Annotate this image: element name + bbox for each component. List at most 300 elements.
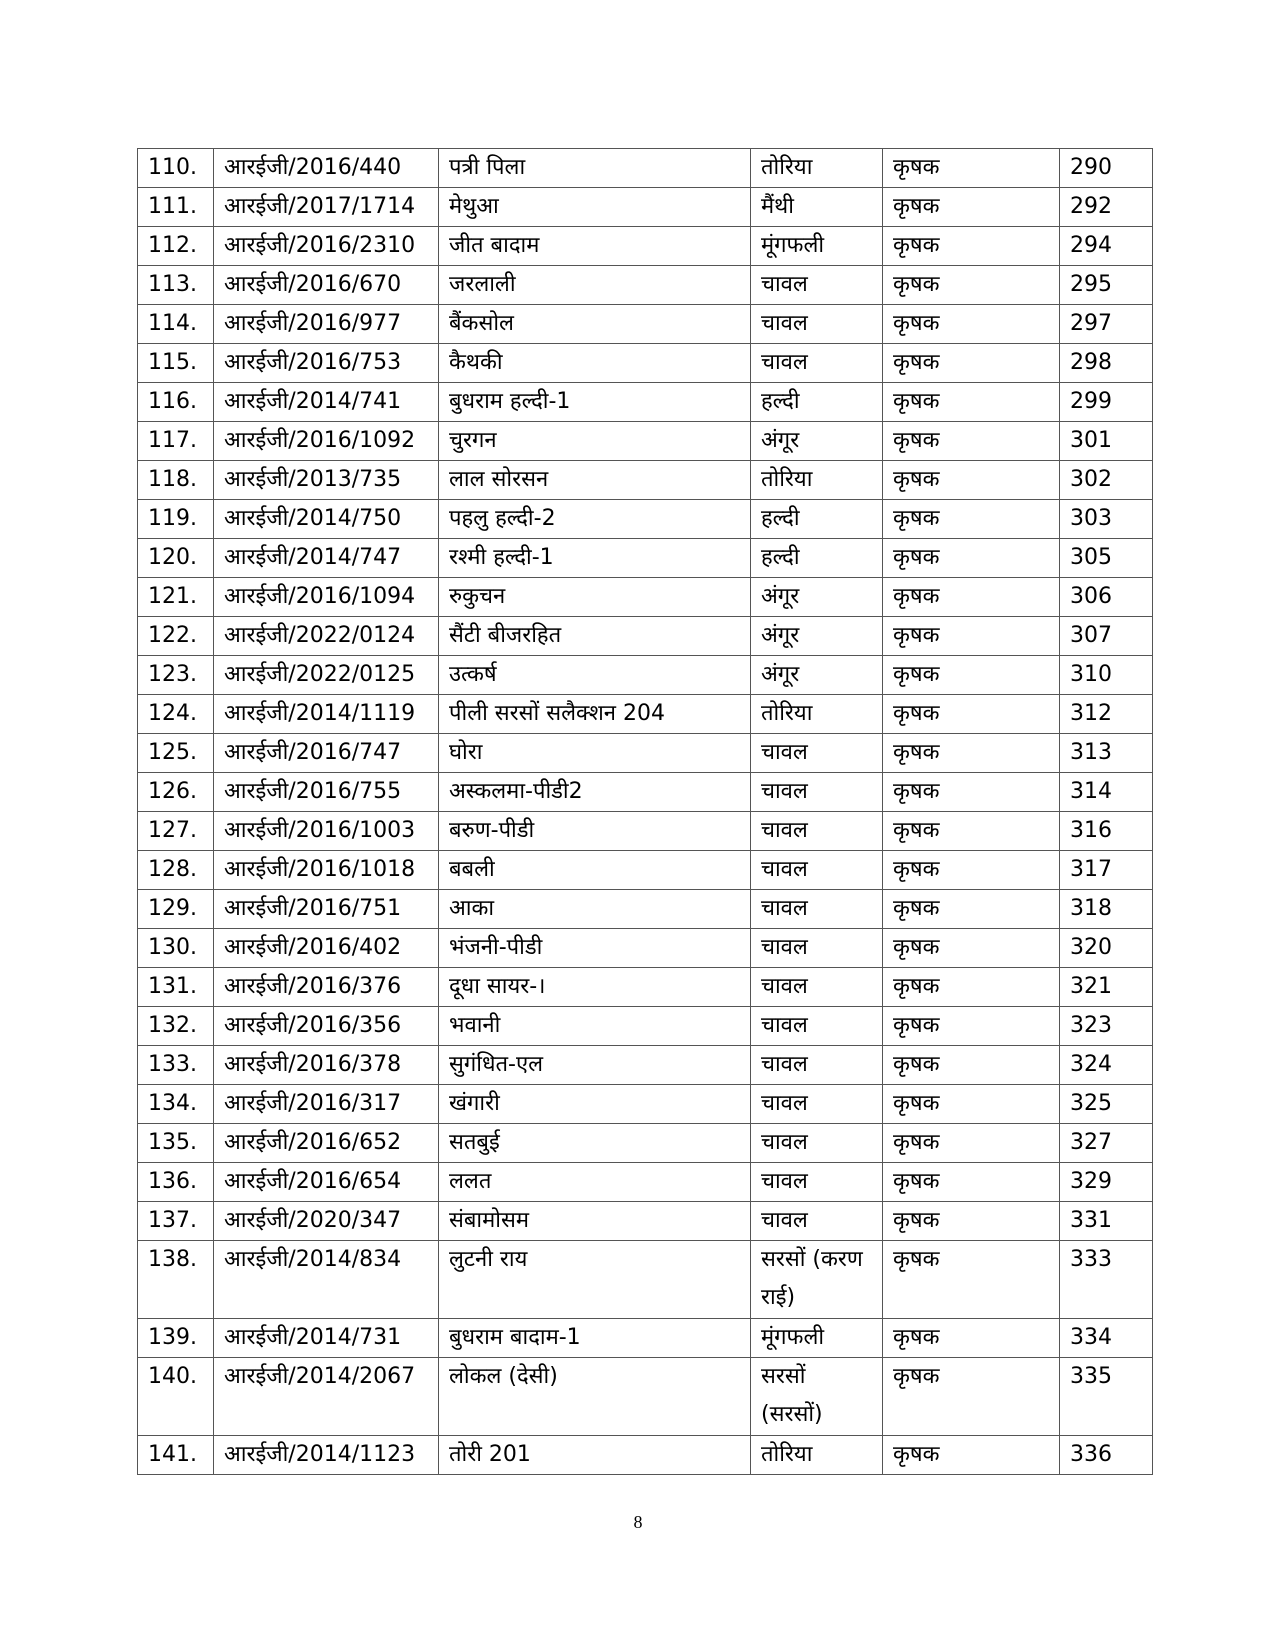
- crop-text: मूंगफली: [761, 233, 825, 258]
- applicant-type-cell: [883, 1436, 1060, 1475]
- variety-name-cell: [439, 266, 751, 305]
- page-ref-cell: [1060, 266, 1153, 305]
- crop-cell: [751, 890, 883, 929]
- registration-number-text: आरईजी/2020/347: [224, 1208, 402, 1233]
- variety-name-text: चुरगन: [449, 428, 497, 453]
- crop-cell: [751, 1124, 883, 1163]
- crop-cell: [751, 1436, 883, 1475]
- variety-name-text: पत्री पिला: [449, 155, 526, 180]
- table-row: [138, 656, 1153, 695]
- variety-name-cell: [439, 1436, 751, 1475]
- serial-number-text: 113.: [148, 272, 197, 297]
- page-ref-text: 303: [1070, 506, 1112, 531]
- page-ref-text: 307: [1070, 623, 1112, 648]
- applicant-type-cell: [883, 344, 1060, 383]
- page-ref-text: 314: [1070, 779, 1112, 804]
- variety-name-text: घोरा: [449, 740, 483, 765]
- applicant-type-text: कृषक: [893, 467, 940, 492]
- serial-number-cell: [138, 149, 214, 188]
- serial-number-text: 132.: [148, 1013, 197, 1038]
- serial-number-cell: [138, 1007, 214, 1046]
- page-ref-text: 335: [1070, 1364, 1112, 1389]
- crop-text: चावल: [761, 935, 808, 960]
- applicant-type-cell: [883, 539, 1060, 578]
- table-row: [138, 227, 1153, 266]
- applicant-type-text: कृषक: [893, 1130, 940, 1155]
- page-ref-cell: [1060, 1163, 1153, 1202]
- registration-number-text: आरईजी/2016/753: [224, 350, 402, 375]
- table-row: [138, 617, 1153, 656]
- variety-name-text: लाल सोरसन: [449, 467, 549, 492]
- applicant-type-cell: [883, 578, 1060, 617]
- variety-name-text: बबली: [449, 857, 495, 882]
- page-ref-text: 323: [1070, 1013, 1112, 1038]
- serial-number-text: 139.: [148, 1325, 197, 1350]
- applicant-type-cell: [883, 305, 1060, 344]
- crop-cell: [751, 656, 883, 695]
- serial-number-text: 135.: [148, 1130, 197, 1155]
- serial-number-cell: [138, 1046, 214, 1085]
- registration-number-cell: [214, 422, 439, 461]
- applicant-type-text: कृषक: [893, 701, 940, 726]
- variety-name-text: जरलाली: [449, 272, 516, 297]
- serial-number-text: 141.: [148, 1442, 197, 1467]
- registration-number-cell: [214, 188, 439, 227]
- crop-text: सरसों (सरसों): [761, 1364, 823, 1427]
- table-row: [138, 578, 1153, 617]
- serial-number-text: 116.: [148, 389, 197, 414]
- variety-name-cell: [439, 656, 751, 695]
- page-ref-cell: [1060, 929, 1153, 968]
- applicant-type-text: कृषक: [893, 272, 940, 297]
- serial-number-cell: [138, 890, 214, 929]
- table-row: [138, 539, 1153, 578]
- crop-text: मैंथी: [761, 194, 794, 219]
- crop-text: चावल: [761, 818, 808, 843]
- page-ref-text: 313: [1070, 740, 1112, 765]
- variety-name-text: पहलु हल्दी-2: [449, 506, 556, 531]
- registration-number-cell: [214, 149, 439, 188]
- crop-cell: [751, 422, 883, 461]
- applicant-type-cell: [883, 812, 1060, 851]
- serial-number-text: 129.: [148, 896, 197, 921]
- crop-cell: [751, 1241, 883, 1319]
- applicant-type-text: कृषक: [893, 623, 940, 648]
- serial-number-text: 127.: [148, 818, 197, 843]
- variety-name-cell: [439, 422, 751, 461]
- applicant-type-text: कृषक: [893, 857, 940, 882]
- variety-name-text: रश्मी हल्दी-1: [449, 545, 554, 570]
- applicant-type-text: कृषक: [893, 155, 940, 180]
- applicant-type-text: कृषक: [893, 1169, 940, 1194]
- serial-number-text: 123.: [148, 662, 197, 687]
- applicant-type-cell: [883, 1358, 1060, 1436]
- variety-registration-table: [137, 148, 1153, 1475]
- page-ref-text: 331: [1070, 1208, 1112, 1233]
- applicant-type-text: कृषक: [893, 389, 940, 414]
- applicant-type-text: कृषक: [893, 311, 940, 336]
- crop-cell: [751, 539, 883, 578]
- table-row: [138, 149, 1153, 188]
- registration-number-cell: [214, 812, 439, 851]
- variety-name-cell: [439, 773, 751, 812]
- variety-name-cell: [439, 188, 751, 227]
- crop-text: चावल: [761, 740, 808, 765]
- serial-number-cell: [138, 617, 214, 656]
- crop-text: हल्दी: [761, 506, 800, 531]
- registration-number-cell: [214, 1358, 439, 1436]
- crop-cell: [751, 344, 883, 383]
- applicant-type-cell: [883, 422, 1060, 461]
- variety-name-cell: [439, 734, 751, 773]
- registration-number-cell: [214, 344, 439, 383]
- registration-number-cell: [214, 578, 439, 617]
- applicant-type-cell: [883, 929, 1060, 968]
- serial-number-cell: [138, 1319, 214, 1358]
- serial-number-cell: [138, 1085, 214, 1124]
- serial-number-text: 110.: [148, 155, 197, 180]
- applicant-type-text: कृषक: [893, 896, 940, 921]
- page-ref-text: 317: [1070, 857, 1112, 882]
- registration-number-text: आरईजी/2016/755: [224, 779, 402, 804]
- page-ref-text: 301: [1070, 428, 1112, 453]
- applicant-type-text: कृषक: [893, 779, 940, 804]
- variety-name-cell: [439, 1319, 751, 1358]
- applicant-type-text: कृषक: [893, 1247, 940, 1272]
- registration-number-cell: [214, 1046, 439, 1085]
- table-row: [138, 1202, 1153, 1241]
- crop-text: चावल: [761, 857, 808, 882]
- page-ref-text: 320: [1070, 935, 1112, 960]
- registration-number-text: आरईजी/2016/376: [224, 974, 402, 999]
- variety-name-text: सतबुई: [449, 1130, 500, 1155]
- registration-number-text: आरईजी/2014/1123: [224, 1442, 416, 1467]
- registration-number-cell: [214, 1241, 439, 1319]
- crop-text: सरसों (करण राई): [761, 1247, 863, 1310]
- variety-name-text: खंगारी: [449, 1091, 500, 1116]
- table-row: [138, 383, 1153, 422]
- registration-number-cell: [214, 734, 439, 773]
- table-row: [138, 734, 1153, 773]
- page-ref-cell: [1060, 422, 1153, 461]
- registration-number-text: आरईजी/2016/652: [224, 1130, 402, 1155]
- crop-cell: [751, 617, 883, 656]
- page-ref-text: 298: [1070, 350, 1112, 375]
- variety-name-text: मेथुआ: [449, 194, 499, 219]
- applicant-type-text: कृषक: [893, 1013, 940, 1038]
- variety-name-cell: [439, 1202, 751, 1241]
- page-ref-cell: [1060, 1358, 1153, 1436]
- variety-name-text: आका: [449, 896, 495, 921]
- registration-number-cell: [214, 1124, 439, 1163]
- serial-number-cell: [138, 188, 214, 227]
- serial-number-cell: [138, 656, 214, 695]
- variety-name-cell: [439, 851, 751, 890]
- table-row: [138, 266, 1153, 305]
- page-ref-cell: [1060, 1319, 1153, 1358]
- page-ref-text: 292: [1070, 194, 1112, 219]
- variety-name-text: संबामोसम: [449, 1208, 530, 1233]
- variety-name-cell: [439, 539, 751, 578]
- page-ref-cell: [1060, 305, 1153, 344]
- registration-number-text: आरईजी/2016/751: [224, 896, 402, 921]
- crop-text: तोरिया: [761, 467, 813, 492]
- serial-number-cell: [138, 812, 214, 851]
- variety-name-cell: [439, 227, 751, 266]
- registration-number-text: आरईजी/2016/317: [224, 1091, 402, 1116]
- crop-text: अंगूर: [761, 584, 800, 609]
- crop-text: चावल: [761, 1013, 808, 1038]
- registration-number-cell: [214, 1319, 439, 1358]
- page-ref-text: 312: [1070, 701, 1112, 726]
- page-ref-cell: [1060, 1202, 1153, 1241]
- serial-number-cell: [138, 1358, 214, 1436]
- variety-name-text: उत्कर्ष: [449, 662, 497, 687]
- page-ref-cell: [1060, 1124, 1153, 1163]
- applicant-type-cell: [883, 383, 1060, 422]
- page-ref-cell: [1060, 578, 1153, 617]
- registration-number-cell: [214, 1202, 439, 1241]
- registration-number-text: आरईजी/2022/0125: [224, 662, 416, 687]
- variety-name-text: बरुण-पीडी: [449, 818, 535, 843]
- crop-cell: [751, 1046, 883, 1085]
- applicant-type-text: कृषक: [893, 1442, 940, 1467]
- applicant-type-cell: [883, 461, 1060, 500]
- registration-number-text: आरईजी/2014/2067: [224, 1364, 416, 1389]
- serial-number-text: 121.: [148, 584, 197, 609]
- crop-text: चावल: [761, 1208, 808, 1233]
- registration-number-text: आरईजी/2016/440: [224, 155, 402, 180]
- crop-cell: [751, 1007, 883, 1046]
- page-ref-cell: [1060, 734, 1153, 773]
- applicant-type-cell: [883, 227, 1060, 266]
- variety-name-text: रुकुचन: [449, 584, 506, 609]
- table-row: [138, 851, 1153, 890]
- crop-text: चावल: [761, 1091, 808, 1116]
- crop-text: चावल: [761, 350, 808, 375]
- page-ref-cell: [1060, 773, 1153, 812]
- crop-cell: [751, 695, 883, 734]
- variety-name-text: बैंकसोल: [449, 311, 514, 336]
- serial-number-text: 134.: [148, 1091, 197, 1116]
- crop-cell: [751, 1202, 883, 1241]
- applicant-type-cell: [883, 1241, 1060, 1319]
- crop-cell: [751, 188, 883, 227]
- serial-number-cell: [138, 1241, 214, 1319]
- serial-number-text: 133.: [148, 1052, 197, 1077]
- serial-number-cell: [138, 1163, 214, 1202]
- crop-cell: [751, 578, 883, 617]
- crop-text: चावल: [761, 1130, 808, 1155]
- page-ref-text: 334: [1070, 1325, 1112, 1350]
- page-ref-cell: [1060, 812, 1153, 851]
- page-ref-cell: [1060, 851, 1153, 890]
- applicant-type-text: कृषक: [893, 1364, 940, 1389]
- serial-number-text: 125.: [148, 740, 197, 765]
- applicant-type-cell: [883, 656, 1060, 695]
- page-ref-cell: [1060, 1046, 1153, 1085]
- applicant-type-cell: [883, 968, 1060, 1007]
- page-ref-cell: [1060, 1007, 1153, 1046]
- page-ref-text: 310: [1070, 662, 1112, 687]
- page-ref-text: 302: [1070, 467, 1112, 492]
- table-row: [138, 1007, 1153, 1046]
- crop-text: चावल: [761, 1169, 808, 1194]
- page-ref-text: 329: [1070, 1169, 1112, 1194]
- crop-cell: [751, 1163, 883, 1202]
- serial-number-text: 140.: [148, 1364, 197, 1389]
- registration-number-text: आरईजी/2014/750: [224, 506, 402, 531]
- registration-number-text: आरईजी/2016/670: [224, 272, 402, 297]
- page-ref-text: 295: [1070, 272, 1112, 297]
- registration-number-text: आरईजी/2016/977: [224, 311, 402, 336]
- serial-number-cell: [138, 344, 214, 383]
- applicant-type-text: कृषक: [893, 428, 940, 453]
- serial-number-cell: [138, 851, 214, 890]
- table-row: [138, 812, 1153, 851]
- page-ref-cell: [1060, 1436, 1153, 1475]
- applicant-type-text: कृषक: [893, 1208, 940, 1233]
- serial-number-text: 131.: [148, 974, 197, 999]
- page-ref-text: 305: [1070, 545, 1112, 570]
- crop-cell: [751, 1319, 883, 1358]
- registration-number-cell: [214, 1436, 439, 1475]
- variety-name-text: ललत: [449, 1169, 492, 1194]
- crop-text: तोरिया: [761, 155, 813, 180]
- crop-cell: [751, 812, 883, 851]
- crop-text: तोरिया: [761, 701, 813, 726]
- serial-number-text: 117.: [148, 428, 197, 453]
- applicant-type-cell: [883, 500, 1060, 539]
- crop-cell: [751, 1085, 883, 1124]
- serial-number-text: 114.: [148, 311, 197, 336]
- registration-number-cell: [214, 539, 439, 578]
- applicant-type-cell: [883, 851, 1060, 890]
- variety-name-cell: [439, 344, 751, 383]
- applicant-type-text: कृषक: [893, 194, 940, 219]
- page-ref-text: 321: [1070, 974, 1112, 999]
- registration-number-cell: [214, 617, 439, 656]
- serial-number-cell: [138, 539, 214, 578]
- variety-name-cell: [439, 1046, 751, 1085]
- table-row: [138, 500, 1153, 539]
- variety-name-text: पीली सरसों सलैक्शन 204: [449, 701, 666, 726]
- registration-number-cell: [214, 929, 439, 968]
- variety-name-text: लोकल (देसी): [449, 1364, 558, 1389]
- registration-number-cell: [214, 656, 439, 695]
- registration-number-text: आरईजी/2013/735: [224, 467, 402, 492]
- registration-number-text: आरईजी/2014/1119: [224, 701, 416, 726]
- registration-number-cell: [214, 1007, 439, 1046]
- page-ref-cell: [1060, 1085, 1153, 1124]
- variety-name-cell: [439, 383, 751, 422]
- registration-number-cell: [214, 305, 439, 344]
- variety-name-cell: [439, 578, 751, 617]
- variety-name-cell: [439, 890, 751, 929]
- variety-name-cell: [439, 617, 751, 656]
- serial-number-cell: [138, 1436, 214, 1475]
- page-ref-cell: [1060, 227, 1153, 266]
- registration-number-text: आरईजी/2016/1092: [224, 428, 416, 453]
- applicant-type-text: कृषक: [893, 818, 940, 843]
- variety-name-text: सैंटी बीजरहित: [449, 623, 562, 648]
- page-ref-text: 324: [1070, 1052, 1112, 1077]
- applicant-type-cell: [883, 1085, 1060, 1124]
- variety-name-cell: [439, 1241, 751, 1319]
- serial-number-text: 122.: [148, 623, 197, 648]
- serial-number-cell: [138, 929, 214, 968]
- serial-number-cell: [138, 1202, 214, 1241]
- variety-name-text: भवानी: [449, 1013, 501, 1038]
- serial-number-text: 124.: [148, 701, 197, 726]
- page-ref-text: 297: [1070, 311, 1112, 336]
- page-ref-cell: [1060, 383, 1153, 422]
- registration-number-cell: [214, 968, 439, 1007]
- applicant-type-cell: [883, 890, 1060, 929]
- registration-number-text: आरईजी/2022/0124: [224, 623, 416, 648]
- applicant-type-cell: [883, 149, 1060, 188]
- crop-cell: [751, 305, 883, 344]
- serial-number-cell: [138, 578, 214, 617]
- registration-number-cell: [214, 890, 439, 929]
- variety-name-cell: [439, 1358, 751, 1436]
- registration-number-cell: [214, 500, 439, 539]
- serial-number-text: 120.: [148, 545, 197, 570]
- table-row: [138, 1046, 1153, 1085]
- table-row: [138, 1436, 1153, 1475]
- page-ref-cell: [1060, 617, 1153, 656]
- crop-cell: [751, 461, 883, 500]
- variety-name-text: सुगंधित-एल: [449, 1052, 544, 1077]
- applicant-type-cell: [883, 1202, 1060, 1241]
- table-row: [138, 1124, 1153, 1163]
- page-ref-cell: [1060, 695, 1153, 734]
- registration-number-cell: [214, 1163, 439, 1202]
- serial-number-cell: [138, 734, 214, 773]
- registration-number-cell: [214, 383, 439, 422]
- table-row: [138, 1163, 1153, 1202]
- crop-text: चावल: [761, 974, 808, 999]
- crop-cell: [751, 968, 883, 1007]
- registration-number-text: आरईजी/2016/1003: [224, 818, 416, 843]
- serial-number-text: 112.: [148, 233, 197, 258]
- registration-number-text: आरईजी/2016/378: [224, 1052, 402, 1077]
- crop-cell: [751, 773, 883, 812]
- applicant-type-cell: [883, 1163, 1060, 1202]
- table-row: [138, 890, 1153, 929]
- serial-number-cell: [138, 968, 214, 1007]
- page-ref-cell: [1060, 1241, 1153, 1319]
- page-ref-text: 294: [1070, 233, 1112, 258]
- page-ref-text: 306: [1070, 584, 1112, 609]
- applicant-type-cell: [883, 266, 1060, 305]
- applicant-type-cell: [883, 1124, 1060, 1163]
- applicant-type-cell: [883, 1319, 1060, 1358]
- applicant-type-cell: [883, 188, 1060, 227]
- serial-number-text: 126.: [148, 779, 197, 804]
- crop-text: मूंगफली: [761, 1325, 825, 1350]
- registration-number-text: आरईजी/2016/1094: [224, 584, 416, 609]
- page-ref-text: 316: [1070, 818, 1112, 843]
- registration-number-cell: [214, 1085, 439, 1124]
- serial-number-cell: [138, 500, 214, 539]
- registration-number-text: आरईजी/2016/356: [224, 1013, 402, 1038]
- variety-name-cell: [439, 695, 751, 734]
- serial-number-text: 137.: [148, 1208, 197, 1233]
- variety-name-text: अस्कलमा-पीडी2: [449, 779, 583, 804]
- crop-text: अंगूर: [761, 662, 800, 687]
- serial-number-cell: [138, 422, 214, 461]
